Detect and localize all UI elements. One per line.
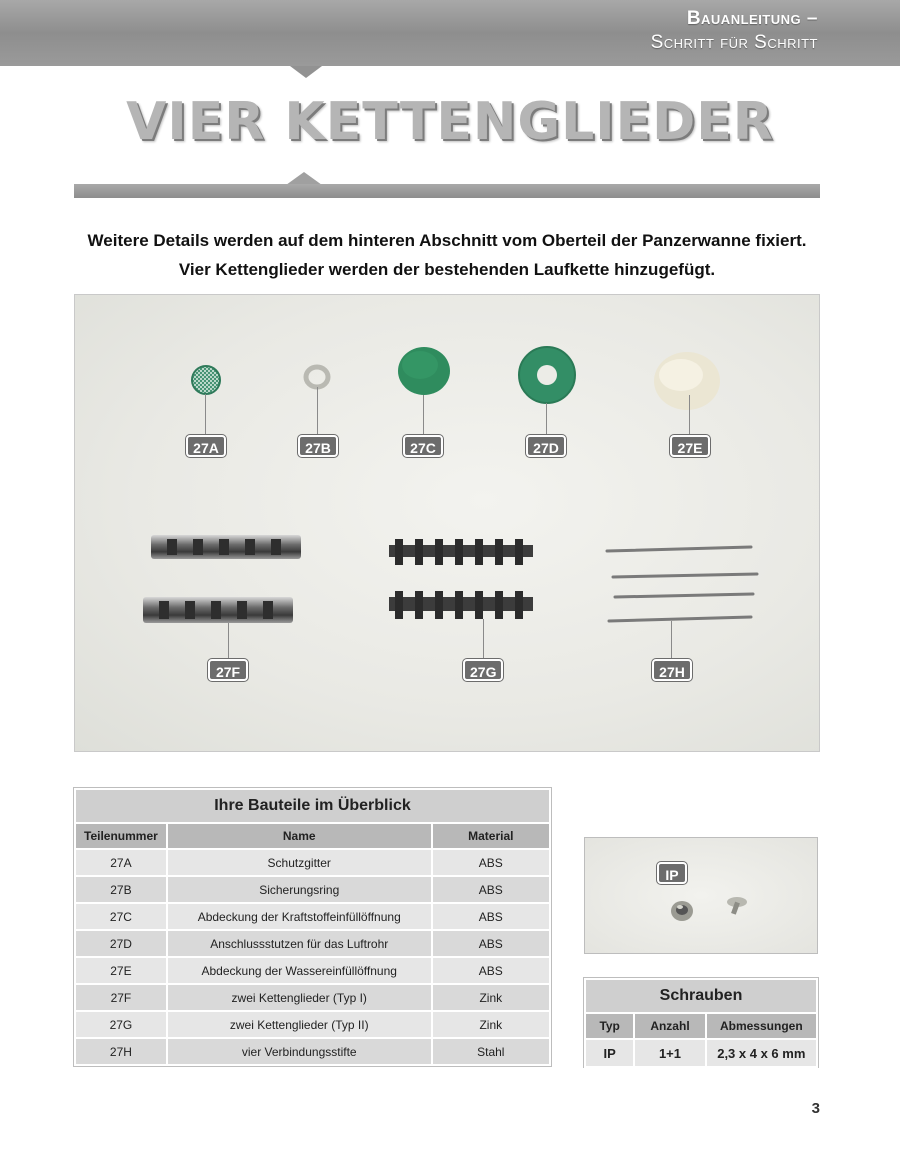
- cell-material: Stahl: [432, 1038, 550, 1065]
- cell-dimensions: 2,3 x 4 x 6 mm: [706, 1039, 817, 1067]
- cell-material: ABS: [432, 849, 550, 876]
- table-row: [75, 849, 550, 876]
- title-rule: [74, 184, 820, 198]
- screw-icon: [671, 901, 693, 921]
- table-row: [75, 930, 550, 957]
- cell-material: ABS: [432, 930, 550, 957]
- cell-type: IP: [585, 1039, 634, 1067]
- cell-part-number: 27B: [75, 876, 167, 903]
- parts-photo-illustration: [75, 295, 821, 753]
- cell-material: ABS: [432, 903, 550, 930]
- table-row: [75, 957, 550, 984]
- part-27f-track-links: [143, 535, 301, 623]
- cell-material: Zink: [432, 1011, 550, 1038]
- table-row: [585, 1039, 817, 1067]
- part-27c-cap: [398, 347, 450, 395]
- page-title: VIER KETTENGLIEDER: [126, 92, 774, 152]
- cell-name: Anschlussstutzen für das Luftrohr: [167, 930, 432, 957]
- cell-part-number: 27D: [75, 930, 167, 957]
- cell-name: Abdeckung der Wassereinfüllöffnung: [167, 957, 432, 984]
- table-row: [75, 1038, 550, 1065]
- label-27c: 27C: [403, 435, 443, 457]
- part-27d-washer: [519, 347, 575, 403]
- banner-notch: [290, 66, 322, 78]
- leader-27c: [423, 395, 424, 437]
- part-27h-pins: [607, 547, 757, 621]
- parts-table: [74, 788, 551, 1066]
- col-header-quantity: Anzahl: [634, 1013, 705, 1039]
- cell-material: ABS: [432, 876, 550, 903]
- leader-27h: [671, 621, 672, 661]
- cell-name: Sicherungsring: [167, 876, 432, 903]
- section-label-line1: Bauanleitung –: [686, 8, 818, 29]
- cell-name: Schutzgitter: [167, 849, 432, 876]
- col-header-part-number: Teilenummer: [75, 823, 167, 849]
- screws-table: [584, 978, 818, 1068]
- label-27b: 27B: [298, 435, 338, 457]
- label-27a: 27A: [186, 435, 226, 457]
- table-row: [75, 903, 550, 930]
- section-label: [651, 8, 818, 54]
- cell-quantity: 1+1: [634, 1039, 705, 1067]
- leader-27f: [228, 623, 229, 661]
- cell-part-number: 27C: [75, 903, 167, 930]
- cell-part-number: 27G: [75, 1011, 167, 1038]
- part-27g-track-links: [389, 539, 533, 619]
- leader-27b: [317, 387, 318, 437]
- cell-name: zwei Kettenglieder (Typ I): [167, 984, 432, 1011]
- cell-part-number: 27E: [75, 957, 167, 984]
- cell-part-number: 27A: [75, 849, 167, 876]
- leader-27e: [689, 395, 690, 437]
- label-27g: 27G: [463, 659, 503, 681]
- section-label-line2: Schritt für Schritt: [650, 32, 818, 53]
- parts-table-caption: Ihre Bauteile im Überblick: [75, 789, 550, 823]
- table-row: [75, 1011, 550, 1038]
- cell-name: vier Verbindungsstifte: [167, 1038, 432, 1065]
- cell-material: Zink: [432, 984, 550, 1011]
- parts-photo: [74, 294, 820, 752]
- col-header-dimensions: Abmessungen: [706, 1013, 817, 1039]
- cell-name: Abdeckung der Kraftstoffeinfüllöffnung: [167, 903, 432, 930]
- table-row: [75, 984, 550, 1011]
- cell-part-number: 27H: [75, 1038, 167, 1065]
- label-27e: 27E: [670, 435, 710, 457]
- col-header-material: Material: [432, 823, 550, 849]
- table-row: [75, 876, 550, 903]
- leader-27a: [205, 394, 206, 436]
- leader-27g: [483, 619, 484, 661]
- screw-icon: [727, 897, 747, 915]
- label-27d: 27D: [526, 435, 566, 457]
- screws-table-caption: Schrauben: [585, 979, 817, 1013]
- page-number: 3: [811, 1100, 820, 1117]
- col-header-type: Typ: [585, 1013, 634, 1039]
- label-27f: 27F: [208, 659, 248, 681]
- part-27e-cap: [654, 352, 720, 410]
- label-ip: IP: [657, 862, 687, 884]
- part-27b-ring: [306, 367, 328, 387]
- part-27a-mesh: [192, 366, 220, 394]
- screw-photo: [584, 837, 818, 954]
- cell-name: zwei Kettenglieder (Typ II): [167, 1011, 432, 1038]
- col-header-name: Name: [167, 823, 432, 849]
- cell-material: ABS: [432, 957, 550, 984]
- label-27h: 27H: [652, 659, 692, 681]
- cell-part-number: 27F: [75, 984, 167, 1011]
- leader-27d: [546, 403, 547, 437]
- intro-text: Weitere Details werden auf dem hinteren Abschnitt vom Oberteil der Panzerwanne fixiert. Vier Kettenglieder werden der bestehenden Laufkette hinzugefügt.: [87, 231, 807, 279]
- screw-illustration: [585, 838, 819, 955]
